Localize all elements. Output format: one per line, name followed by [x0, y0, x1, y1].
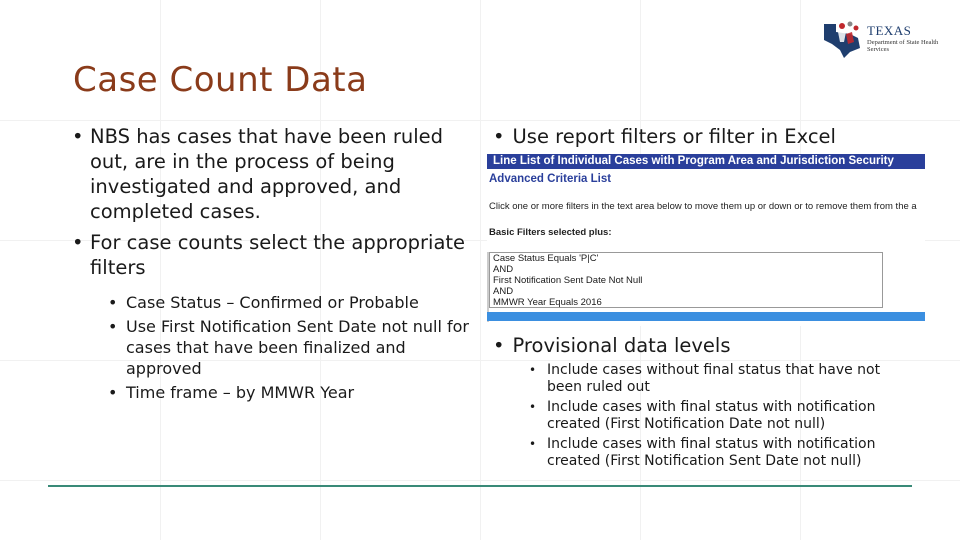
page-title: Case Count Data [73, 60, 368, 100]
sub-bullet-list [108, 292, 472, 403]
bullet-icon: • [529, 363, 537, 377]
bullet-icon: • [72, 125, 84, 148]
bullet-icon: • [72, 231, 84, 254]
list-item [529, 362, 909, 396]
grid-line [0, 120, 960, 121]
bullet-icon: • [108, 317, 118, 336]
filter-item[interactable]: First Notification Sent Date Not Null [493, 275, 643, 286]
filter-item[interactable]: AND [493, 286, 514, 297]
list-item [108, 316, 472, 379]
bullet-text: Use report filters or filter in Excel [512, 125, 836, 148]
list-item [529, 436, 909, 470]
provisional-bullet [493, 333, 731, 358]
bullet-icon: • [493, 125, 505, 148]
bullet-icon: • [529, 400, 537, 414]
dshs-logo [820, 18, 940, 60]
filter-item[interactable]: MMWR Year Equals 2016 [493, 297, 602, 308]
report-selection-bar [487, 312, 925, 321]
bullet-text: Include cases without final status that have not been ruled out [547, 362, 881, 395]
bullet-text: Provisional data levels [512, 334, 731, 357]
bullet-text: NBS has cases that have been ruled out, are in the process of being investigated and approved, and completed cases. [90, 125, 443, 223]
report-header: Line List of Individual Cases with Program Area and Jurisdiction Security [487, 154, 925, 169]
bullet-text: Include cases with final status with notification created (First Notification Date not null) [547, 399, 876, 432]
left-column [72, 124, 472, 406]
list-item [529, 399, 909, 433]
report-screenshot [487, 154, 925, 326]
grid-line [0, 480, 960, 481]
report-subheader: Advanced Criteria List [489, 173, 612, 185]
provisional-sub-list [529, 362, 909, 473]
filter-item[interactable]: Case Status Equals 'P|C' [493, 253, 599, 264]
bullet-icon: • [108, 383, 118, 402]
logo-name: TEXAS [867, 23, 912, 38]
texas-map-icon [820, 18, 866, 58]
list-item [72, 230, 472, 280]
bullet-text: Time frame – by MMWR Year [126, 383, 355, 402]
bullet-text: For case counts select the appropriate filters [90, 231, 466, 279]
filter-list-box[interactable] [489, 252, 883, 308]
list-item [108, 292, 472, 313]
list-item [72, 124, 472, 224]
bullet-icon: • [529, 437, 537, 451]
list-item [108, 382, 472, 403]
footer-divider [48, 485, 912, 487]
bullet-text: Use First Notification Sent Date not null for cases that have been finalized and approved [126, 317, 469, 378]
bullet-icon: • [493, 334, 505, 357]
bullet-text: Case Status – Confirmed or Probable [126, 293, 419, 312]
report-basic-label: Basic Filters selected plus: [489, 227, 612, 238]
report-instruction: Click one or more filters in the text area below to move them up or down or to remove them from the a [489, 201, 917, 212]
logo-subtitle: Department of State Health Services [867, 39, 939, 53]
bullet-icon: • [108, 293, 118, 312]
grid-line [480, 0, 481, 540]
right-bullet [493, 124, 836, 149]
bullet-text: Include cases with final status with notification created (First Notification Sent Date not null) [547, 436, 876, 469]
filter-item[interactable]: AND [493, 264, 514, 275]
